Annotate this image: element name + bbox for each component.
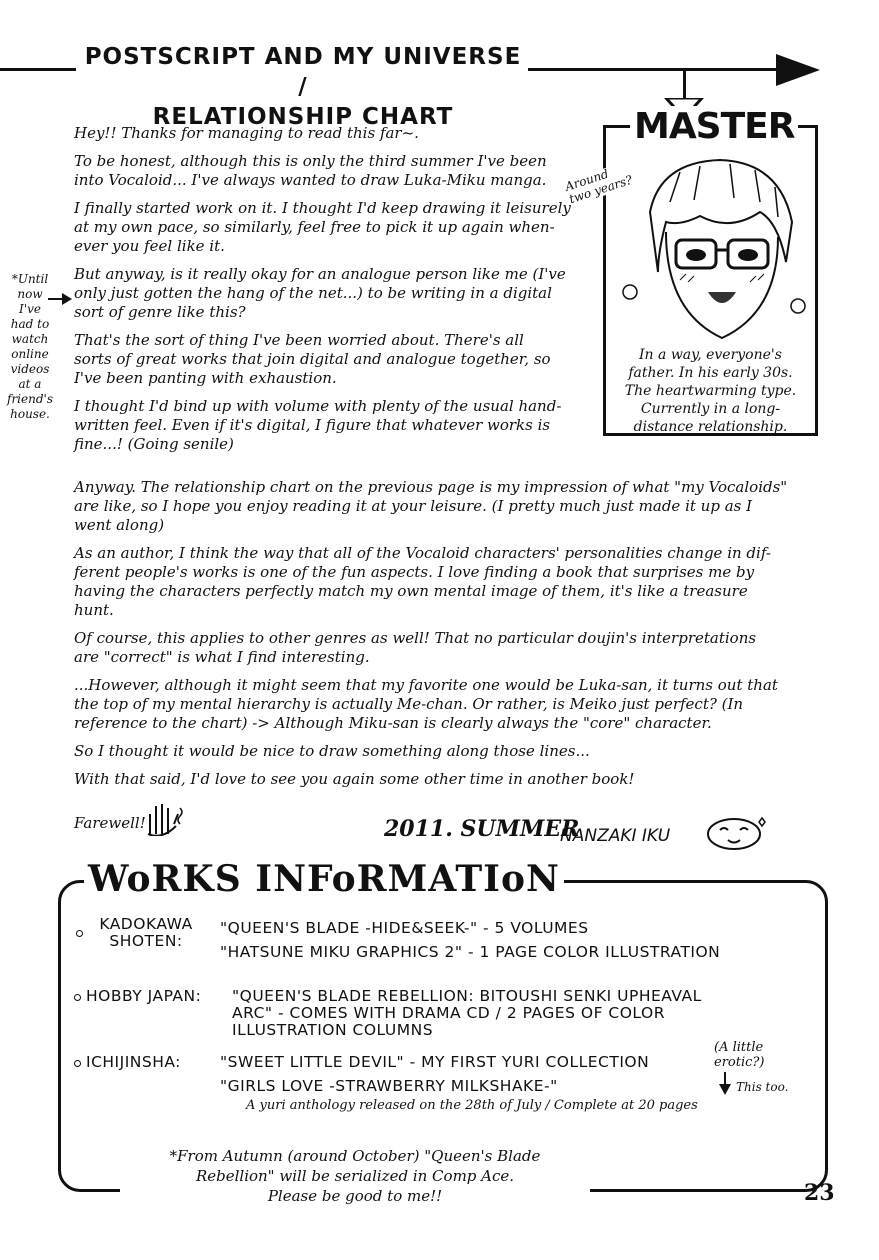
signature-author: NANZAKI IKU [560, 826, 671, 846]
text-line: That's the sort of thing I've been worried about. There's all [74, 331, 524, 349]
text-line: ferent people's works is one of the fun aspects. I love finding a book that surprises me by [74, 563, 755, 581]
text-line: So I thought it would be nice to draw something along those lines... [74, 742, 590, 760]
signature-date: 2011. SUMMER [384, 816, 580, 842]
text-line: But anyway, is it really okay for an analogue person like me (I've [74, 265, 566, 283]
caption-line: In a way, everyone's [639, 347, 782, 363]
side-note-line: I've [19, 302, 41, 316]
arrow-down-icon [718, 1072, 732, 1096]
caption-line: father. In his early 30s. [628, 365, 793, 381]
bullet-icon [76, 930, 83, 937]
text-line: As an author, I think the way that all of the Vocaloid characters' personalities change in dif- [74, 544, 771, 562]
publisher-label-line: SHOTEN: [109, 932, 183, 950]
work-entry: ARC" - COMES WITH DRAMA CD / 2 PAGES OF COLOR [232, 1004, 665, 1022]
side-note-line: house. [10, 407, 50, 421]
ichijinsha-note-erotic [714, 1040, 764, 1070]
master-aside: Around two years? [564, 160, 639, 206]
works-title: WoRKS INFoRMATIoN [84, 858, 564, 900]
paragraph-worried [74, 331, 594, 388]
body-column-wide [74, 478, 819, 798]
text-line: ever you feel like it. [74, 237, 225, 255]
note-line: (A little [714, 1040, 764, 1055]
text-line: sorts of great works that join digital and analogue together, so [74, 350, 551, 368]
paragraph-chart [74, 478, 819, 535]
side-note-line: had to [10, 317, 50, 331]
publisher-ichijinsha: ICHIJINSHA: [86, 1053, 181, 1071]
text-line: To be honest, although this is only the third summer I've been [74, 152, 547, 170]
text-line: reference to the chart) -> Although Miku-san is clearly always the "core" character. [74, 714, 712, 732]
paragraph-author [74, 544, 819, 620]
ichijinsha-note-too: This too. [736, 1080, 789, 1094]
caption-line: Currently in a long- [640, 401, 781, 417]
text-line: I've been panting with exhaustion. [74, 369, 337, 387]
footnote-line: Rebellion" will be serialized in Comp Ace. [195, 1167, 515, 1185]
text-line: Hey!! Thanks for managing to read this far~. [74, 124, 419, 142]
text-line: sort of genre like this? [74, 303, 246, 321]
text-line: Of course, this applies to other genres as well! That no particular doujin's interpretations [74, 629, 757, 647]
waving-hand-icon [146, 800, 186, 836]
side-note-line: online [11, 347, 49, 361]
text-line: ...However, although it might seem that my favorite one would be Luka-san, it turns out that [74, 676, 778, 694]
work-entry: "QUEEN'S BLADE REBELLION: BITOUSHI SENKI UPHEAVAL [232, 987, 702, 1005]
work-entry: "HATSUNE MIKU GRAPHICS 2" - 1 PAGE COLOR ILLUSTRATION [220, 943, 721, 961]
side-note-line: now [17, 287, 43, 301]
work-entry: ILLUSTRATION COLUMNS [232, 1021, 434, 1039]
text-line: are like, so I hope you enjoy reading it at your leisure. (I pretty much just made it up as I [74, 497, 753, 515]
page-number: 23 [804, 1180, 835, 1206]
body-column-narrow [74, 124, 594, 463]
text-line: went along) [74, 516, 165, 534]
text-line: at my own pace, so similarly, feel free to pick it up again when- [74, 218, 555, 236]
text-line: are "correct" is what I find interesting. [74, 648, 370, 666]
master-panel [603, 106, 818, 436]
paragraph-intro [74, 152, 594, 190]
caption-line: distance relationship. [633, 419, 788, 435]
page-title-line-1: POSTSCRIPT AND MY UNIVERSE / [84, 44, 522, 100]
paragraph-pace [74, 199, 594, 256]
bullet-icon [74, 1060, 81, 1067]
text-line: only just gotten the hang of the net...) to be writing in a digital [74, 284, 552, 302]
paragraph-handwritten [74, 397, 594, 454]
side-note-line: *Until [11, 272, 49, 286]
text-line: having the characters perfectly match my own mental image of them, it's like a treasure [74, 582, 748, 600]
master-caption [606, 346, 815, 436]
note-line: erotic?) [714, 1055, 765, 1070]
page-title-line-2: RELATIONSHIP CHART [152, 104, 454, 130]
paragraph-hierarchy [74, 676, 819, 733]
text-line: written feel. Even if it's digital, I figure that whatever works is [74, 416, 551, 434]
ichijinsha-work-2: "GIRLS LOVE -STRAWBERRY MILKSHAKE-" [220, 1077, 558, 1095]
text-line: I thought I'd bind up with volume with plenty of the usual hand- [74, 397, 562, 415]
publisher-label-line: KADOKAWA [99, 915, 193, 933]
header-rule-left [0, 68, 76, 71]
ichijinsha-work-1: "SWEET LITTLE DEVIL" - MY FIRST YURI COLLECTION [220, 1053, 650, 1071]
farewell: Farewell! [74, 814, 146, 832]
bullet-icon [74, 994, 81, 1001]
paragraph-greeting [74, 124, 594, 143]
paragraph-goodbye [74, 770, 819, 789]
side-note-line: friend's [7, 392, 53, 406]
footnote-line: *From Autumn (around October) "Queen's Blade [169, 1147, 541, 1165]
arrow-right-icon [776, 52, 822, 88]
master-label: MASTER [630, 106, 798, 147]
works-footnote [120, 1146, 590, 1206]
side-note-line: videos [10, 362, 50, 376]
text-line: the top of my mental hierarchy is actually Me-chan. Or rather, is Meiko just perfect? (In [74, 695, 744, 713]
ichijinsha-anthology-detail: A yuri anthology released on the 28th of July / Complete at 20 pages [246, 1098, 698, 1113]
paragraph-genres [74, 629, 819, 667]
publisher-kadokawa [76, 916, 216, 950]
side-note-line: watch [11, 332, 49, 346]
side-note-arrow-icon [48, 292, 72, 306]
author-face-icon [704, 812, 770, 852]
master-portrait [610, 142, 814, 342]
paragraph-draw [74, 742, 819, 761]
kadokawa-works [220, 916, 720, 964]
text-line: hunt. [74, 601, 114, 619]
text-line: fine...! (Going senile) [74, 435, 234, 453]
publisher-hobby-japan: HOBBY JAPAN: [86, 987, 202, 1005]
text-line: I finally started work on it. I thought I'd keep drawing it leisurely [74, 199, 571, 217]
text-line: into Vocaloid... I've always wanted to draw Luka-Miku manga. [74, 171, 547, 189]
work-entry: "QUEEN'S BLADE -HIDE&SEEK-" - 5 VOLUMES [220, 919, 589, 937]
hobby-japan-works [232, 988, 702, 1039]
side-note-line: at a [18, 377, 42, 391]
text-line: With that said, I'd love to see you again some other time in another book! [74, 770, 635, 788]
text-line: Anyway. The relationship chart on the previous page is my impression of what "my Vocaloids" [74, 478, 788, 496]
header-rule-right [528, 68, 784, 71]
footnote-line: Please be good to me!! [267, 1187, 443, 1205]
caption-line: The heartwarming type. [624, 383, 797, 399]
page-title [78, 42, 528, 132]
paragraph-analogue [74, 265, 594, 322]
